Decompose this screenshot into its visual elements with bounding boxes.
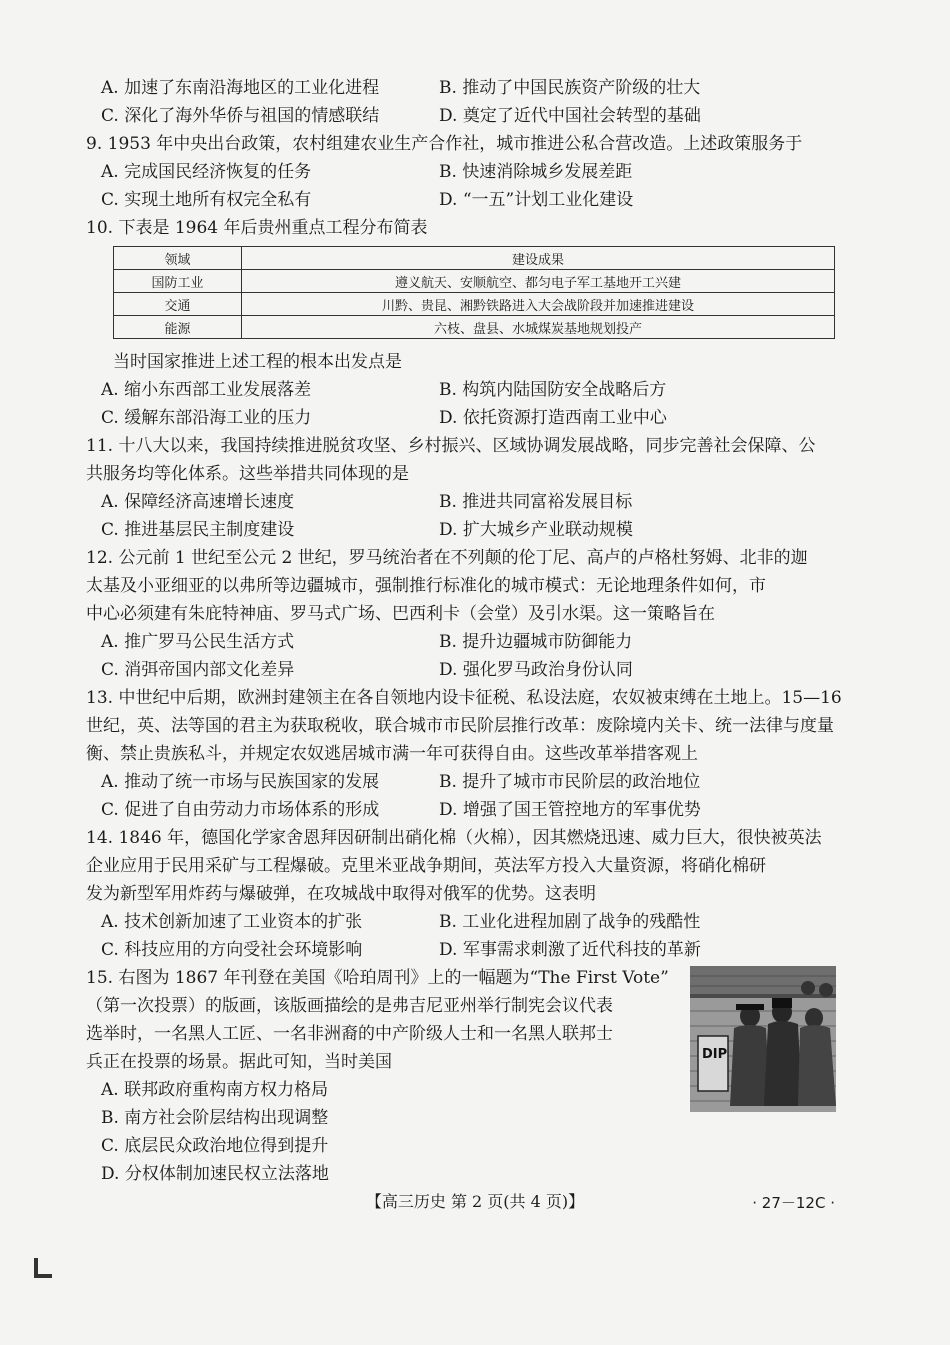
q9-option-c: C. 实现土地所有权完全私有	[101, 190, 312, 210]
q10-stem: 10. 下表是 1964 年后贵州重点工程分布简表	[86, 218, 428, 238]
table-cell-result: 川黔、贵昆、湘黔铁路进入大会战阶段并加速推进建设	[242, 293, 835, 316]
q12-option-d: D. 强化罗马政治身份认同	[439, 660, 633, 680]
q15-option-a: A. 联邦政府重构南方权力格局	[101, 1080, 329, 1100]
q14-stem-line1: 14. 1846 年，德国化学家舍恩拜因研制出硝化棉（火棉），因其燃烧迅速、威力巨大，很快被英法	[86, 828, 822, 848]
first-vote-engraving-image	[690, 966, 836, 1112]
table-row	[114, 316, 835, 339]
q14-option-d: D. 军事需求刺激了近代科技的革新	[439, 940, 701, 960]
q13-stem-line1: 13. 中世纪中后期，欧洲封建领主在各自领地内设卡征税、私设法庭，农奴被束缚在土地上。15—16	[86, 688, 842, 708]
q9-option-d: D. “一五”计划工业化建设	[439, 190, 634, 210]
q13-option-d: D. 增强了国王管控地方的军事优势	[439, 800, 701, 820]
q15-option-d: D. 分权体制加速民权立法落地	[101, 1164, 329, 1184]
ballot-box-label: DIP	[702, 1047, 728, 1062]
q11-option-a: A. 保障经济高速增长速度	[101, 492, 295, 512]
table-cell-field: 交通	[114, 293, 242, 316]
q15-stem-line3: 选举时，一名黑人工匠、一名非洲裔的中产阶级人士和一名黑人联邦士	[86, 1024, 613, 1044]
q15-option-b: B. 南方社会阶层结构出现调整	[101, 1108, 329, 1128]
q11-option-c: C. 推进基层民主制度建设	[101, 520, 295, 540]
q15-stem-line1: 15. 右图为 1867 年刊登在美国《哈珀周刊》上的一幅题为“The First Vote”	[86, 968, 669, 988]
q8-option-d: D. 奠定了近代中国社会转型的基础	[439, 106, 701, 126]
q12-stem-line2: 太基及小亚细亚的以弗所等边疆城市，强制推行标准化的城市模式：无论地理条件如何，市	[86, 576, 766, 596]
q14-option-c: C. 科技应用的方向受社会环境影响	[101, 940, 363, 960]
q10-project-table	[113, 246, 835, 339]
q8-option-c: C. 深化了海外华侨与祖国的情感联结	[101, 106, 380, 126]
q9-option-a: A. 完成国民经济恢复的任务	[101, 162, 312, 182]
table-row	[114, 293, 835, 316]
q13-option-a: A. 推动了统一市场与民族国家的发展	[101, 772, 380, 792]
table-cell-result: 六枝、盘县、水城煤炭基地规划投产	[242, 316, 835, 339]
q11-option-d: D. 扩大城乡产业联动规模	[439, 520, 633, 540]
table-cell-result: 遵义航天、安顺航空、都匀电子军工基地开工兴建	[242, 270, 835, 293]
table-header-field: 领域	[114, 247, 242, 270]
q14-stem-line3: 发为新型军用炸药与爆破弹，在攻城战中取得对俄军的优势。这表明	[86, 884, 596, 904]
q8-option-a: A. 加速了东南沿海地区的工业化进程	[101, 78, 380, 98]
table-row	[114, 270, 835, 293]
q10-option-c: C. 缓解东部沿海工业的压力	[101, 408, 312, 428]
q15-option-c: C. 底层民众政治地位得到提升	[101, 1136, 329, 1156]
q12-option-a: A. 推广罗马公民生活方式	[101, 632, 295, 652]
table-cell-field: 国防工业	[114, 270, 242, 293]
table-header-result: 建设成果	[242, 247, 835, 270]
q10-question: 当时国家推进上述工程的根本出发点是	[113, 352, 402, 372]
page-footer: 【高三历史 第 2 页(共 4 页)】	[365, 1192, 585, 1211]
q14-option-a: A. 技术创新加速了工业资本的扩张	[101, 912, 363, 932]
corner-crop-mark	[34, 1258, 52, 1278]
q14-stem-line2: 企业应用于民用采矿与工程爆破。克里米亚战争期间，英法军方投入大量资源，将硝化棉研	[86, 856, 766, 876]
q15-stem-line2: （第一次投票）的版画，该版画描绘的是弗吉尼亚州举行制宪会议代表	[86, 996, 613, 1016]
q8-option-b: B. 推动了中国民族资产阶级的壮大	[439, 78, 701, 98]
q15-stem-line4: 兵正在投票的场景。据此可知，当时美国	[86, 1052, 392, 1072]
q10-option-b: B. 构筑内陆国防安全战略后方	[439, 380, 667, 400]
q10-option-a: A. 缩小东西部工业发展落差	[101, 380, 312, 400]
q14-option-b: B. 工业化进程加剧了战争的残酷性	[439, 912, 701, 932]
q12-option-b: B. 提升边疆城市防御能力	[439, 632, 633, 652]
q11-stem-line1: 11. 十八大以来，我国持续推进脱贫攻坚、乡村振兴、区域协调发展战略，同步完善社会保障、公	[86, 436, 816, 456]
q11-stem-line2: 共服务均等化体系。这些举措共同体现的是	[86, 464, 409, 484]
q13-option-c: C. 促进了自由劳动力市场体系的形成	[101, 800, 380, 820]
page-code: · 27－12C ·	[752, 1194, 835, 1212]
q12-option-c: C. 消弭帝国内部文化差异	[101, 660, 295, 680]
q10-option-d: D. 依托资源打造西南工业中心	[439, 408, 667, 428]
table-cell-field: 能源	[114, 316, 242, 339]
q12-stem-line1: 12. 公元前 1 世纪至公元 2 世纪，罗马统治者在不列颠的伦丁尼、高卢的卢格杜努姆、北非的迦	[86, 548, 808, 568]
q13-stem-line2: 世纪，英、法等国的君主为获取税收，联合城市市民阶层推行改革：废除境内关卡、统一法律与度量	[86, 716, 834, 736]
q11-option-b: B. 推进共同富裕发展目标	[439, 492, 633, 512]
q12-stem-line3: 中心必须建有朱庇特神庙、罗马式广场、巴西利卡（会堂）及引水渠。这一策略旨在	[86, 604, 715, 624]
table-header-row	[114, 247, 835, 270]
q9-option-b: B. 快速消除城乡发展差距	[439, 162, 633, 182]
q13-stem-line3: 衡、禁止贵族私斗，并规定农奴逃居城市满一年可获得自由。这些改革举措客观上	[86, 744, 698, 764]
q9-stem: 9. 1953 年中央出台政策，农村组建农业生产合作社，城市推进公私合营改造。上述政策服务于	[86, 134, 803, 154]
q13-option-b: B. 提升了城市市民阶层的政治地位	[439, 772, 701, 792]
